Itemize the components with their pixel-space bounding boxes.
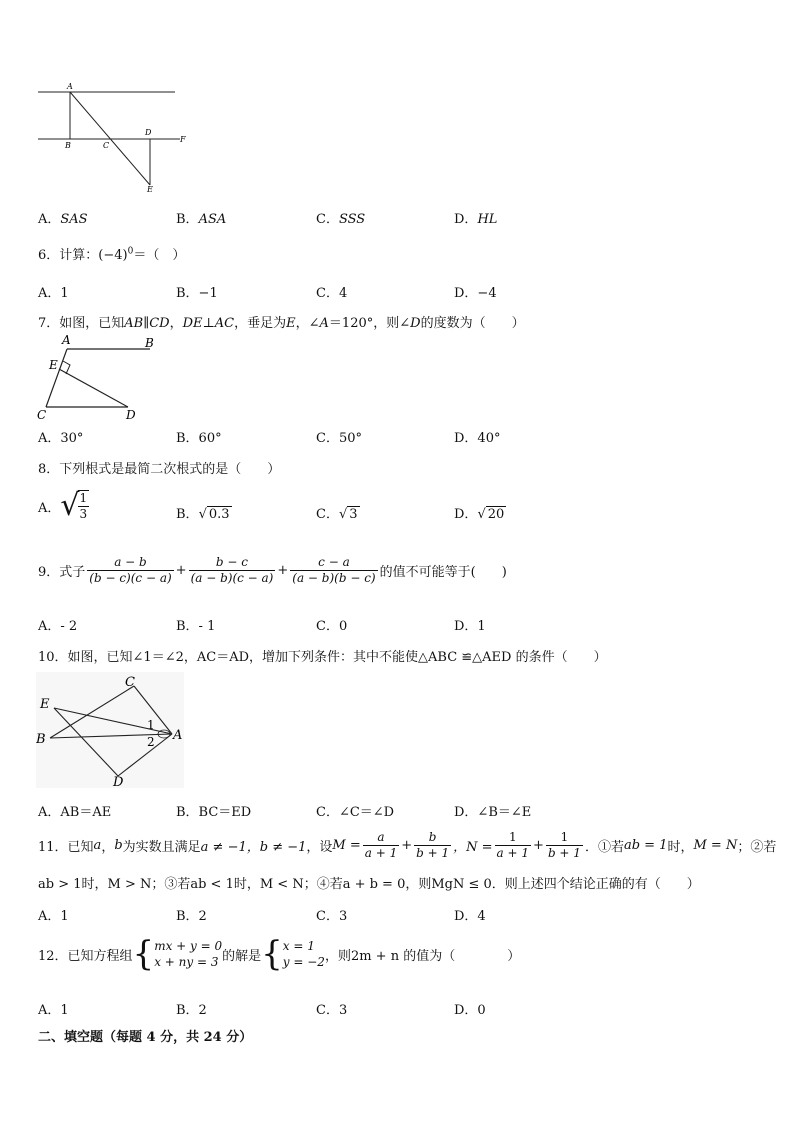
denominator: (a − b)(b − c) bbox=[292, 571, 376, 585]
q11-n-eq: ，N = bbox=[453, 840, 493, 855]
q7-stem bbox=[38, 312, 525, 331]
q6-option-c[interactable]: C．4 bbox=[316, 286, 348, 301]
q5-option-a[interactable] bbox=[38, 208, 88, 227]
q11-text: 11．已知 bbox=[38, 840, 94, 855]
q12-text: ，则2m + n 的值为（ ） bbox=[324, 948, 521, 964]
q11-text: 时， bbox=[667, 840, 694, 855]
q11-text: ；②若 bbox=[737, 840, 777, 855]
q12-text: 12．已知方程组 bbox=[38, 948, 133, 964]
radicand: 0.3 bbox=[208, 507, 230, 522]
q11-text: 为实数且满足 bbox=[122, 840, 201, 855]
q10-label-angle-1: 1 bbox=[147, 718, 155, 732]
sqrt-sign: √ bbox=[198, 507, 207, 522]
denominator: a + 1 bbox=[496, 846, 530, 860]
q7-label-d: D bbox=[126, 408, 136, 422]
q7-label-a: A bbox=[62, 333, 71, 347]
equation: mx + y = 0 bbox=[154, 939, 223, 953]
q7-stem-part: ， bbox=[169, 316, 183, 331]
radicand: 3 bbox=[349, 507, 358, 522]
q10-option-d[interactable]: D．∠B＝∠E bbox=[454, 805, 532, 820]
q8-option-c[interactable] bbox=[316, 503, 360, 522]
q8-stem: 8．下列根式是最简二次根式的是（ ） bbox=[38, 462, 281, 477]
q10-label-b: B bbox=[36, 732, 46, 747]
q7-perpendicular: DE⊥AC bbox=[182, 316, 235, 331]
sqrt-fraction bbox=[78, 490, 90, 522]
numerator: a − b bbox=[114, 555, 147, 569]
q5-label-a: A bbox=[67, 82, 73, 91]
numerator: a bbox=[377, 830, 385, 844]
q12-text: 的解是 bbox=[222, 948, 262, 964]
q6-stem bbox=[38, 244, 185, 263]
q10-figure bbox=[36, 672, 184, 788]
q11-m-eq-n: M = N bbox=[693, 838, 738, 853]
q9-stem-post: 的值不可能等于( ) bbox=[379, 565, 507, 580]
q7-stem-part: ，垂足为 bbox=[234, 316, 287, 331]
q11-option-a[interactable]: A．1 bbox=[38, 909, 69, 924]
sqrt-sign: √ bbox=[338, 507, 348, 522]
q7-label-e: E bbox=[49, 358, 58, 372]
q11-ab-eq-1: ab = 1 bbox=[623, 838, 668, 853]
q10-stem: 10．如图，已知∠1＝∠2，AC＝AD，增加下列条件：其中不能使△ABC ≌△AED 的条件（ ） bbox=[38, 650, 607, 665]
denominator: b + 1 bbox=[547, 846, 581, 860]
q11-option-c[interactable]: C．3 bbox=[316, 909, 348, 924]
q7-angle-d: ∠D bbox=[399, 316, 421, 331]
q11-m-eq: M = bbox=[332, 838, 361, 853]
option-value: SSS bbox=[338, 212, 366, 227]
plus-sign: + bbox=[175, 563, 187, 578]
q7-figure bbox=[30, 333, 160, 423]
option-letter: C． bbox=[316, 212, 339, 227]
q11-n-frac-2 bbox=[546, 830, 583, 861]
q5-option-b[interactable] bbox=[176, 208, 226, 227]
q7-point-e: E bbox=[286, 316, 296, 331]
q12-option-c[interactable]: C．3 bbox=[316, 1003, 348, 1018]
q11-m-frac-2 bbox=[414, 830, 451, 861]
q11-text: ， bbox=[101, 840, 115, 855]
q7-stem-part: ＝120°，则 bbox=[328, 316, 400, 331]
q7-angle-a: ∠A bbox=[308, 316, 329, 331]
q7-option-a[interactable]: A．30° bbox=[38, 431, 84, 446]
q11-option-b[interactable]: B．2 bbox=[176, 909, 207, 924]
q10-label-angle-2: 2 bbox=[147, 735, 155, 749]
q10-option-a[interactable]: A．AB＝AE bbox=[38, 805, 112, 820]
numerator: b bbox=[428, 830, 437, 844]
q11-stem-line1: 11．已知 a ， b 为实数且满足 a ≠ −1，b ≠ −1 ，设 M = $\frac{a}{a + 1}$ + $\frac{b}{b + 1}$ ，N = $\frac{1}{a + 1}$ + $\frac{1}{b + 1}$ ．①若 ab = 1 时， M = N ；②若 bbox=[38, 830, 777, 860]
q12-option-b[interactable]: B．2 bbox=[176, 1003, 207, 1018]
numerator: b − c bbox=[215, 555, 249, 569]
denominator: 3 bbox=[79, 507, 88, 521]
numerator: c − a bbox=[318, 555, 350, 569]
q6-expr-base: (−4) bbox=[98, 248, 128, 263]
q12-option-a[interactable]: A．1 bbox=[38, 1003, 69, 1018]
numerator: 1 bbox=[560, 830, 569, 844]
q7-stem-part: ， bbox=[295, 316, 309, 331]
q5-label-f: F bbox=[180, 135, 186, 144]
q11-m-frac-1 bbox=[363, 830, 399, 861]
option-letter: C． bbox=[316, 507, 339, 522]
q5-label-c: C bbox=[103, 141, 110, 150]
left-brace: { bbox=[132, 934, 155, 974]
q5-option-c[interactable] bbox=[316, 208, 365, 227]
q9-stem-pre: 9．式子 bbox=[38, 565, 86, 580]
q7-option-d[interactable]: D．40° bbox=[454, 431, 501, 446]
q7-parallel: AB∥CD bbox=[124, 316, 170, 331]
left-brace: { bbox=[261, 934, 283, 974]
numerator: 1 bbox=[508, 830, 517, 844]
q9-fraction-2 bbox=[189, 555, 276, 586]
q11-text: ．①若 bbox=[584, 840, 624, 855]
q7-label-b: B bbox=[145, 336, 154, 350]
q12-option-d[interactable]: D．0 bbox=[454, 1003, 486, 1018]
q10-option-c[interactable]: C．∠C＝∠D bbox=[316, 805, 395, 820]
sqrt-sign: √ bbox=[60, 488, 80, 523]
q11-var-b: b bbox=[114, 838, 123, 853]
denominator: b + 1 bbox=[416, 846, 450, 860]
plus-sign: + bbox=[277, 563, 289, 578]
option-letter: D． bbox=[454, 507, 478, 522]
q7-label-c: C bbox=[37, 408, 47, 422]
q10-option-b[interactable]: B．BC＝ED bbox=[176, 805, 252, 820]
q7-option-c[interactable]: C．50° bbox=[316, 431, 362, 446]
option-value: SAS bbox=[60, 212, 88, 227]
q10-label-d: D bbox=[113, 775, 124, 788]
q6-option-d[interactable]: D．−4 bbox=[454, 286, 497, 301]
q5-label-b: B bbox=[65, 141, 71, 150]
equation: x + ny = 3 bbox=[154, 955, 219, 969]
q9-option-a[interactable]: A．- 2 bbox=[38, 619, 78, 634]
option-letter: A． bbox=[38, 212, 61, 227]
q10-label-e: E bbox=[40, 697, 50, 712]
numerator: 1 bbox=[79, 491, 88, 505]
option-value: ASA bbox=[198, 212, 227, 227]
q11-text: ，设 bbox=[306, 840, 333, 855]
q9-fraction-1 bbox=[87, 555, 173, 586]
q12-solution bbox=[283, 938, 325, 970]
q7-stem-part: 的度数为（ ） bbox=[420, 316, 525, 331]
q9-option-b[interactable]: B．- 1 bbox=[176, 619, 216, 634]
option-letter: B． bbox=[176, 507, 199, 522]
q6-option-a[interactable]: A．1 bbox=[38, 286, 69, 301]
q12-stem bbox=[38, 934, 521, 974]
q5-figure bbox=[30, 80, 200, 195]
q9-fraction-3 bbox=[290, 555, 377, 586]
solution-y: y = −2 bbox=[282, 955, 325, 969]
option-letter: A． bbox=[38, 500, 61, 516]
q7-stem-part: 7．如图，已知 bbox=[38, 316, 125, 331]
denominator: (a − b)(c − a) bbox=[190, 571, 274, 585]
q11-condition: a ≠ −1，b ≠ −1 bbox=[200, 840, 307, 855]
q6-option-b[interactable]: B．−1 bbox=[176, 286, 218, 301]
q5-option-d[interactable] bbox=[454, 208, 497, 227]
q11-var-a: a bbox=[93, 838, 102, 853]
denominator: (b − c)(c − a) bbox=[89, 571, 172, 585]
radicand: 20 bbox=[487, 507, 505, 522]
q9-option-d[interactable]: D．1 bbox=[454, 619, 486, 634]
q10-label-c: C bbox=[125, 675, 135, 690]
q6-stem-pre: 6．计算： bbox=[38, 248, 99, 263]
section-heading-fill-in: 二、填空题（每题 4 分，共 24 分） bbox=[38, 1030, 253, 1045]
option-letter: B． bbox=[176, 212, 199, 227]
solution-x: x = 1 bbox=[282, 939, 315, 953]
q9-stem bbox=[38, 555, 507, 586]
q12-equation-system bbox=[154, 938, 222, 970]
q9-option-c[interactable]: C．0 bbox=[316, 619, 348, 634]
q11-stem-line2: ab > 1时，M > N；③若ab < 1时，M < N；④若a + b = 0，则MgN ≤ 0．则上述四个结论正确的有（ ） bbox=[38, 877, 700, 892]
q10-label-a: A bbox=[173, 728, 183, 743]
denominator: a + 1 bbox=[364, 846, 398, 860]
q11-n-frac-1 bbox=[495, 830, 531, 861]
q11-option-d[interactable]: D．4 bbox=[454, 909, 486, 924]
sqrt-sign: √ bbox=[477, 507, 486, 522]
option-letter: D． bbox=[454, 212, 478, 227]
q8-option-d[interactable] bbox=[454, 503, 506, 522]
q6-stem-post: ＝（ ） bbox=[133, 248, 186, 263]
q6-expr-exponent: 0 bbox=[127, 246, 134, 257]
q8-option-b[interactable] bbox=[176, 503, 232, 522]
option-value: HL bbox=[477, 212, 498, 227]
q8-option-a[interactable] bbox=[38, 490, 91, 522]
q5-label-d: D bbox=[145, 128, 152, 137]
q5-label-e: E bbox=[147, 185, 153, 194]
q7-option-b[interactable]: B．60° bbox=[176, 431, 222, 446]
